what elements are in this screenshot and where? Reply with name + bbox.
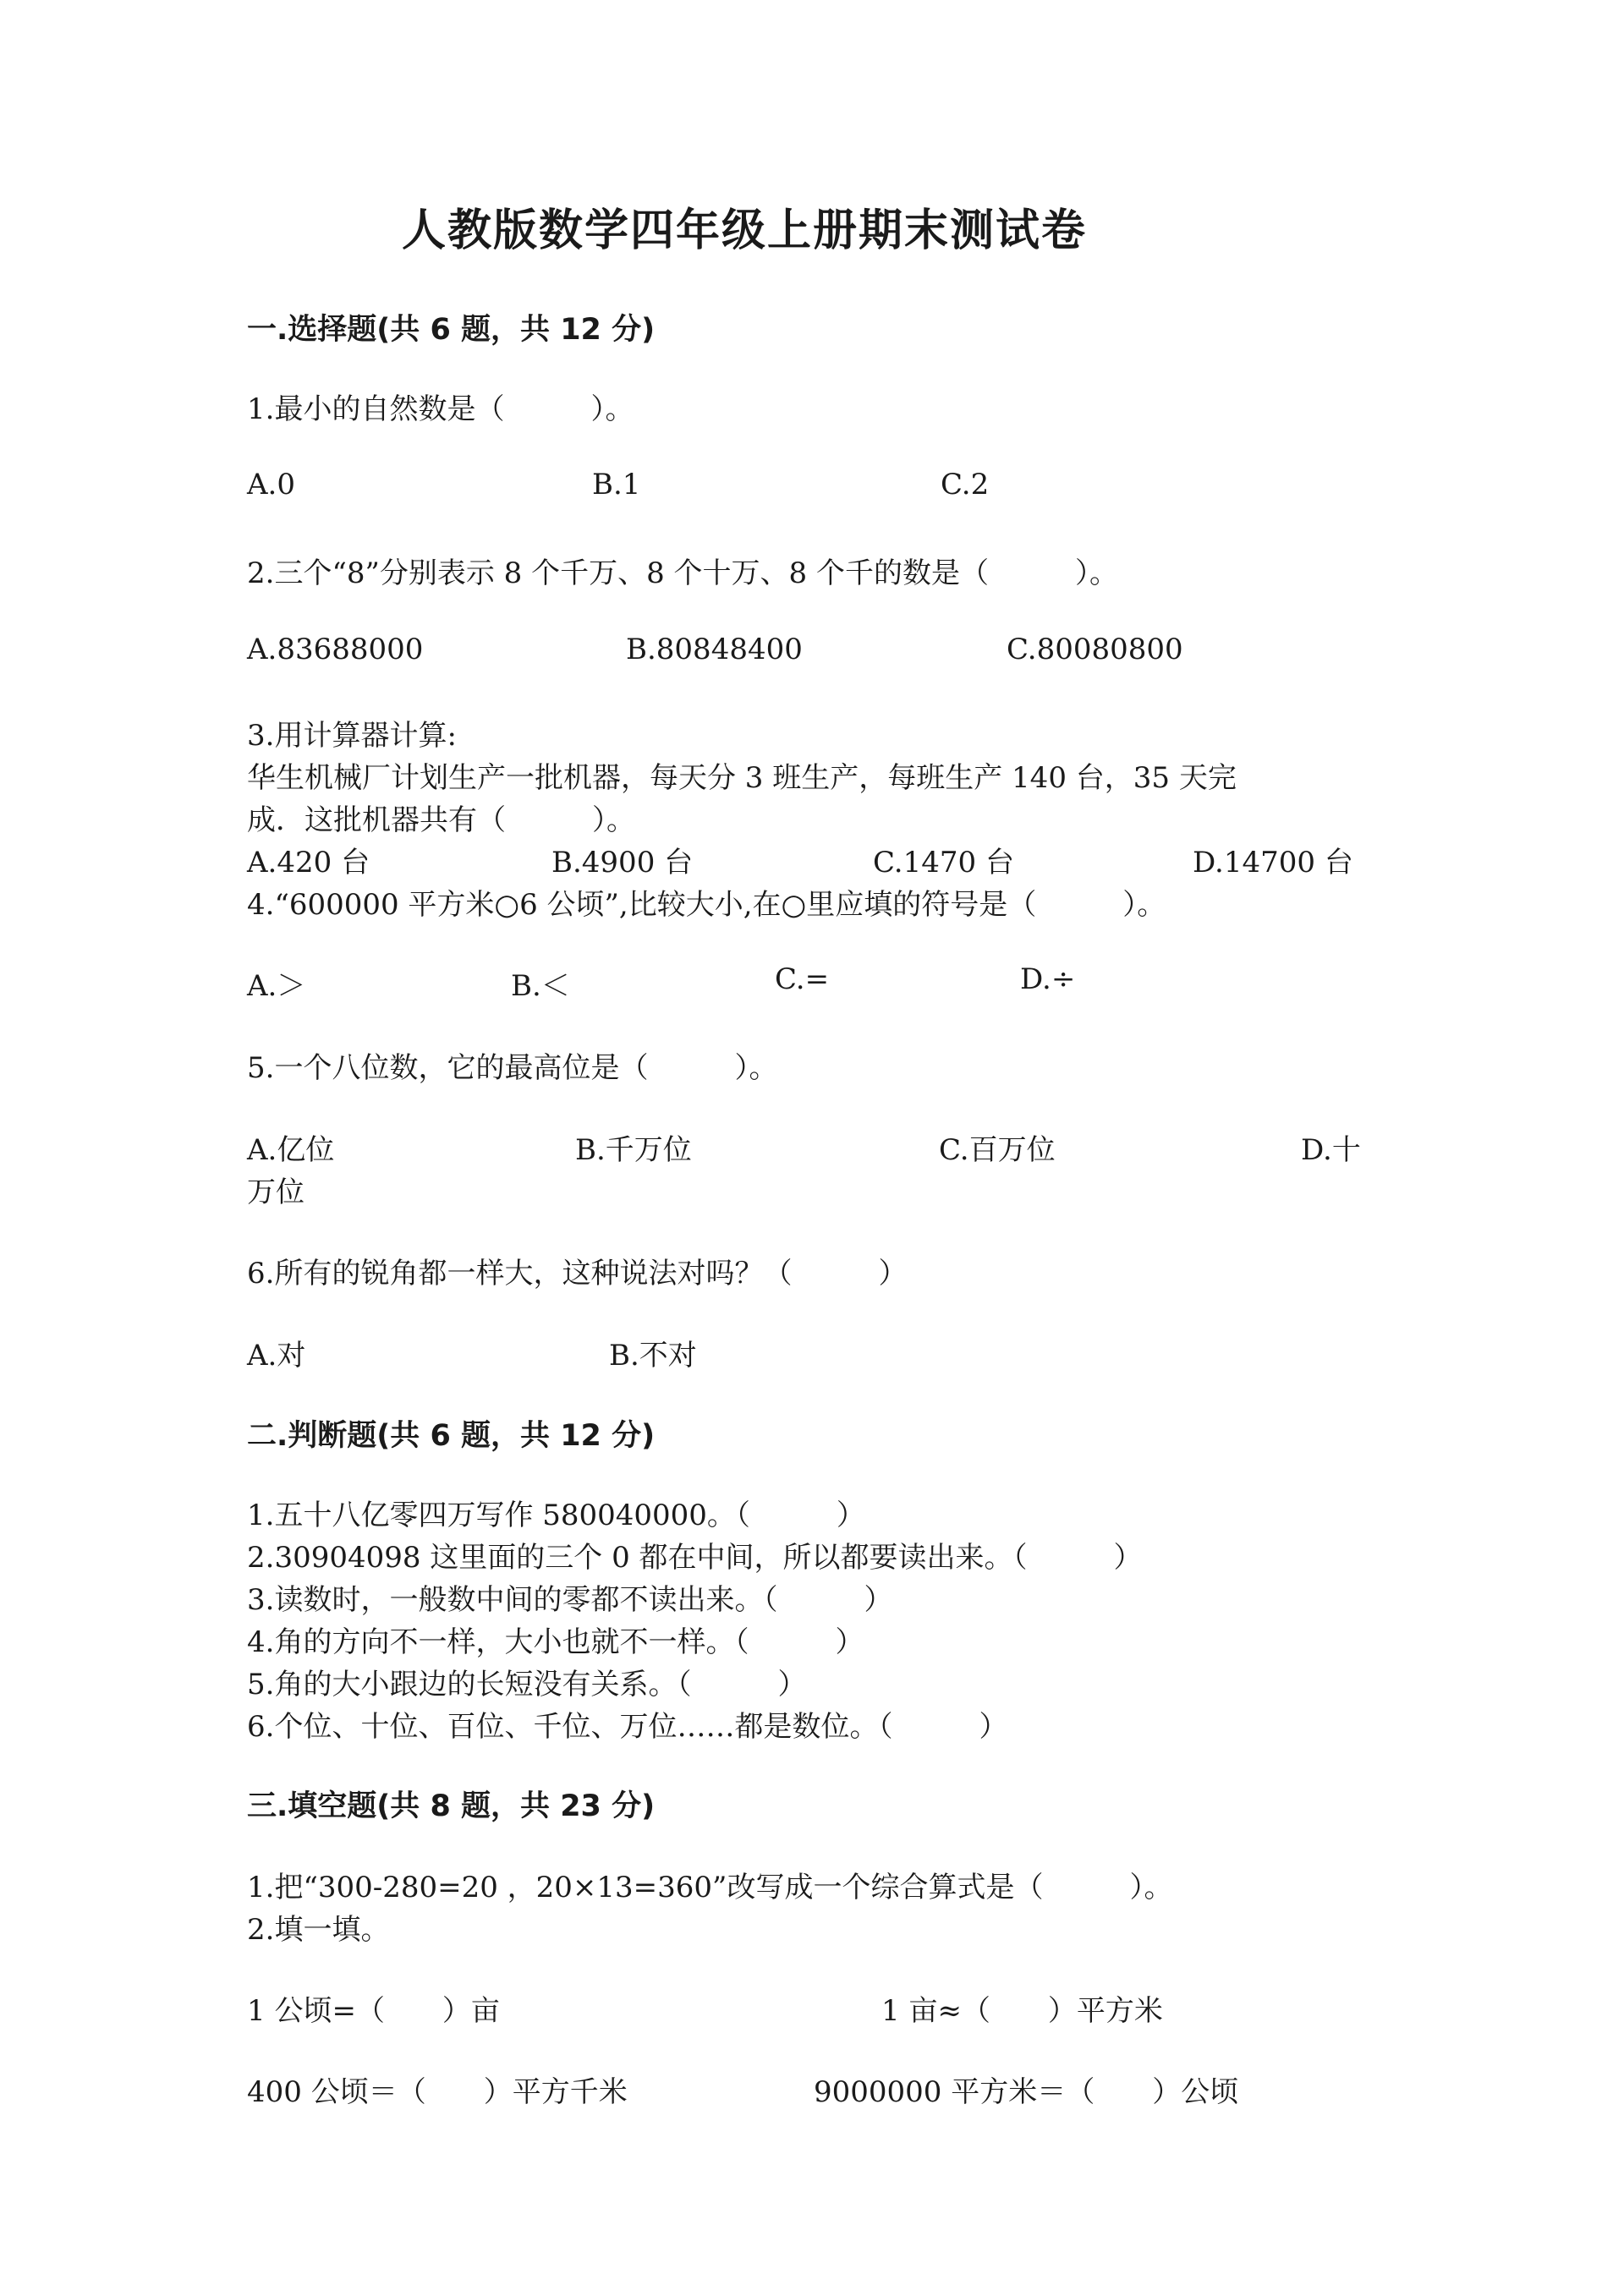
- option-a: A.420 台: [247, 846, 370, 879]
- question-text: 华生机械厂计划生产一批机器，每天分 3 班生产，每班生产 140 台，35 天完: [247, 761, 1237, 795]
- option-d: D.14700 台: [1193, 846, 1353, 879]
- option-b: B.不对: [609, 1339, 697, 1373]
- option-d: D.÷: [1020, 962, 1076, 996]
- question-text: 6.所有的锐角都一样大，这种说法对吗？（ ）: [247, 1257, 908, 1290]
- option-d: D.十: [1301, 1133, 1361, 1167]
- fill-blank-item: 1 公顷=（ ）亩: [247, 1994, 500, 2028]
- list-item: 1.五十八亿零四万写作 580040000。（ ）: [247, 1499, 865, 1532]
- option-a: A.0: [247, 468, 295, 501]
- section-heading-judgement: 二.判断题(共 6 题，共 12 分): [247, 1419, 656, 1453]
- list-item: 4.角的方向不一样，大小也就不一样。（ ）: [247, 1625, 864, 1659]
- list-item: 3.读数时，一般数中间的零都不读出来。（ ）: [247, 1583, 893, 1617]
- question-text: 2.填一填。: [247, 1913, 390, 1947]
- option-b: B.1: [592, 468, 641, 501]
- list-item: 2.30904098 这里面的三个 0 都在中间，所以都要读出来。（ ）: [247, 1541, 1143, 1575]
- option-a: A.＞: [247, 969, 306, 1003]
- option-c: C.=: [775, 962, 830, 996]
- option-a: A.亿位: [247, 1133, 335, 1167]
- question-text: 成．这批机器共有（ ）。: [247, 803, 635, 837]
- fill-blank-item: 9000000 平方米＝（ ）公顷: [814, 2075, 1239, 2109]
- option-b: B.4900 台: [551, 846, 694, 879]
- list-item: 6.个位、十位、百位、千位、万位……都是数位。（ ）: [247, 1710, 1008, 1744]
- question-text: 4.“600000 平方米○6 公顷”,比较大小,在○里应填的符号是（ ）。: [247, 888, 1166, 922]
- question-text: 3.用计算器计算:: [247, 719, 457, 753]
- fill-blank-item: 1 亩≈（ ）平方米: [881, 1994, 1163, 2028]
- question-text: 2.三个“8”分别表示 8 个千万、8 个十万、8 个千的数是（ ）。: [247, 556, 1118, 590]
- option-c: C.2: [941, 468, 990, 501]
- option-b: B.＜: [511, 969, 570, 1003]
- option-b: B.千万位: [575, 1133, 692, 1167]
- option-d-wrap: 万位: [247, 1175, 304, 1209]
- question-text: 5.一个八位数，它的最高位是（ ）。: [247, 1051, 778, 1085]
- section-heading-fill: 三.填空题(共 8 题，共 23 分): [247, 1789, 656, 1823]
- page-title: 人教版数学四年级上册期末测试卷: [401, 205, 1087, 256]
- option-c: C.1470 台: [873, 846, 1014, 879]
- option-c: C.百万位: [939, 1133, 1056, 1167]
- question-text: 1.最小的自然数是（ ）。: [247, 392, 634, 426]
- option-b: B.80848400: [626, 633, 803, 666]
- question-text: 1.把“300-280=20 ，20×13=360”改写成一个综合算式是（ ）。: [247, 1871, 1173, 1904]
- section-heading-choice: 一.选择题(共 6 题，共 12 分): [247, 313, 656, 347]
- option-c: C.80080800: [1007, 633, 1183, 666]
- option-a: A.83688000: [247, 633, 424, 666]
- list-item: 5.角的大小跟边的长短没有关系。（ ）: [247, 1668, 807, 1701]
- option-a: A.对: [247, 1339, 306, 1373]
- fill-blank-item: 400 公顷＝（ ）平方千米: [247, 2075, 628, 2109]
